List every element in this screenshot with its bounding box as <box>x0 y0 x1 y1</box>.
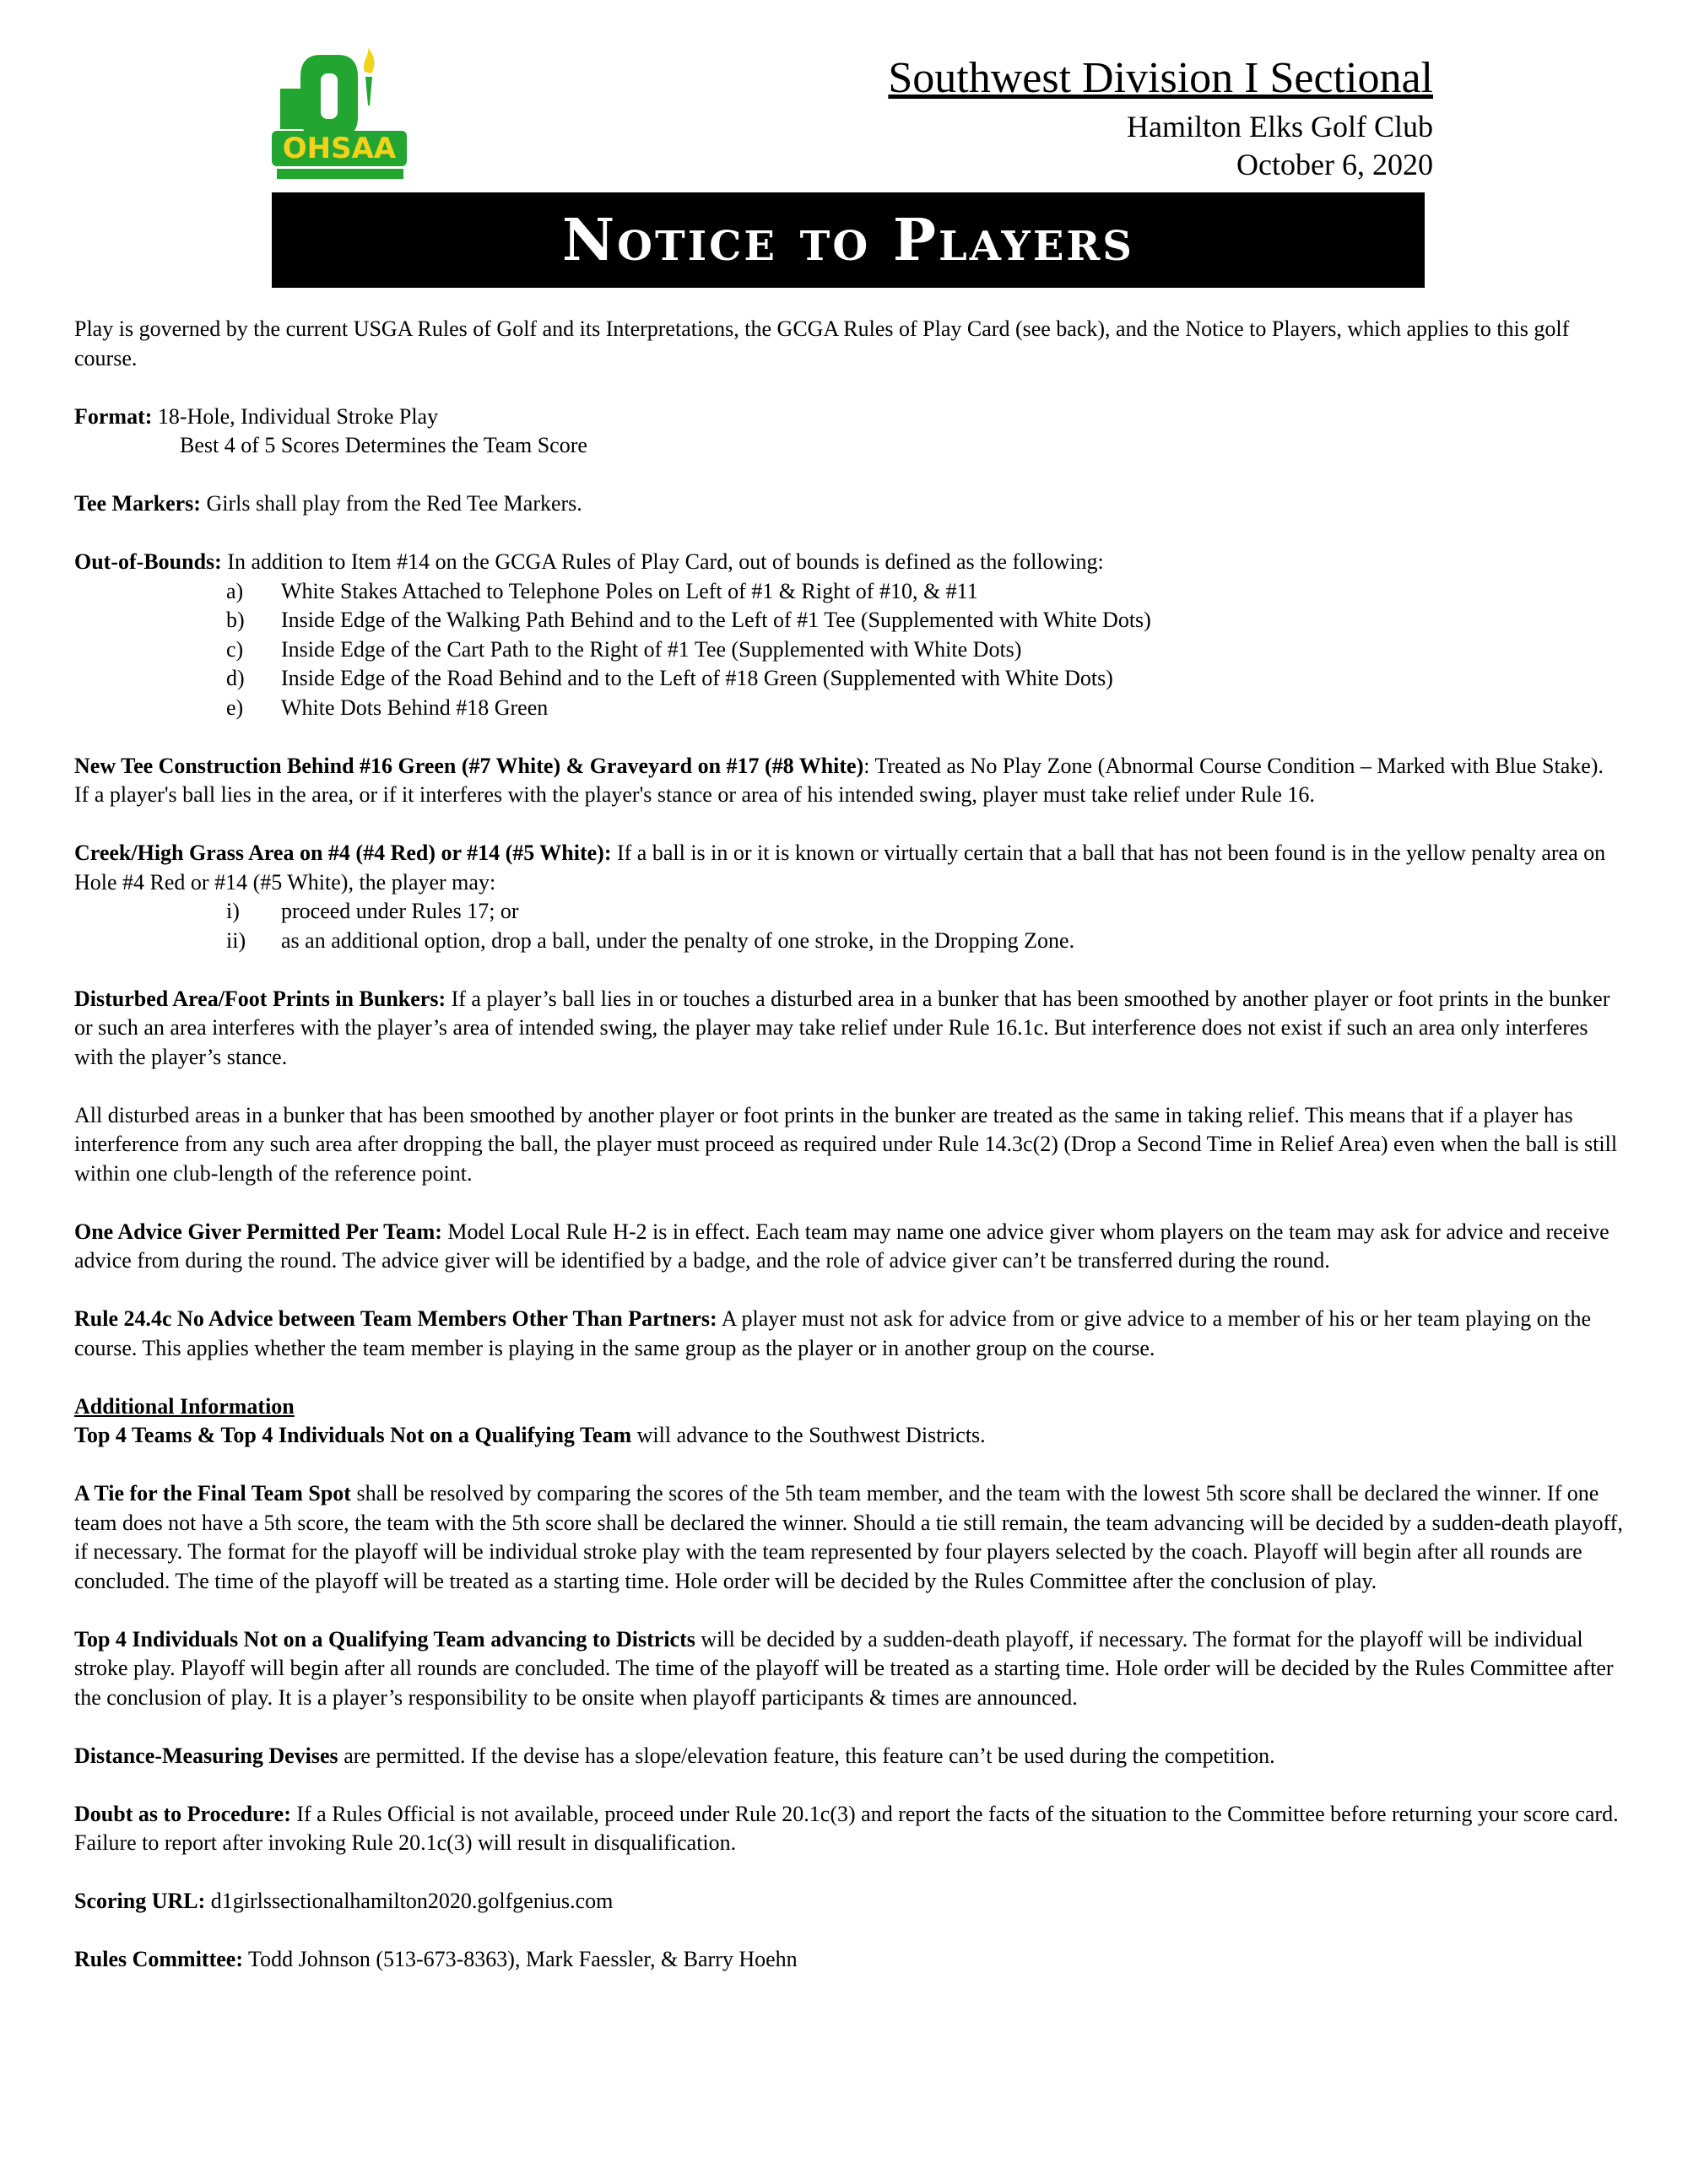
committee-label: Rules Committee: <box>74 1947 243 1971</box>
svg-text:OHSAA: OHSAA <box>282 132 397 165</box>
list-item <box>74 694 1623 723</box>
list-text: as an additional option, drop a ball, under the penalty of one stroke, in the Dropping Zone. <box>281 927 1075 953</box>
list-text: Inside Edge of the Walking Path Behind and to the Left of #1 Tee (Supplemented with White Dots) <box>281 608 1151 632</box>
rule-24-label: Rule 24.4c No Advice between Team Members Other Than Partners: <box>74 1306 717 1331</box>
list-marker: e) <box>226 695 244 720</box>
scoring-section <box>74 1887 1623 1916</box>
event-title: Southwest Division I Sectional <box>888 54 1433 102</box>
list-text: proceed under Rules 17; or <box>281 899 519 923</box>
doubt-section <box>74 1800 1623 1858</box>
notice-body <box>74 315 1623 2003</box>
distance-label: Distance-Measuring Devises <box>74 1743 338 1768</box>
oob-section <box>74 548 1623 577</box>
list-item <box>74 897 1623 927</box>
list-marker: c) <box>226 636 244 662</box>
bunker-section <box>74 985 1623 1073</box>
advance-label: Top 4 Teams & Top 4 Individuals Not on a Qualifying Team <box>74 1423 632 1447</box>
list-marker: d) <box>226 666 245 690</box>
creek-text: If a ball is in or it is known or virtually certain that a ball that has not been found is in the yellow penalty area on Hole #4 Red or #14 (#5 White), the player may: <box>74 841 1606 895</box>
oob-label: Out-of-Bounds: <box>74 549 222 574</box>
tie-label: A Tie for the Final Team Spot <box>74 1481 351 1506</box>
banner-title: Notice to Players <box>562 206 1134 274</box>
distance-section <box>74 1742 1623 1771</box>
list-item <box>74 664 1623 694</box>
oob-list <box>74 577 1623 723</box>
doubt-text: If a Rules Official is not available, proceed under Rule 20.1c(3) and report the facts of the situation to the Committee before returning your score card. Failure to report after invoking Rule 20.1c(3) will result in disqualification. <box>74 1801 1619 1855</box>
rule-24-text: A player must not ask for advice from or give advice to a member of his or her team playing on the course. This applies whether the team member is playing in the same group as the player or in another group on the course. <box>74 1306 1591 1360</box>
tee-section <box>74 489 1623 519</box>
bunker-text: If a player’s ball lies in or touches a disturbed area in a bunker that has been smoothed by another player or foot prints in the bunker or such an area interferes with the player’s area of intended swing, the player may take relief under Rule 16.1c. But interference does not exist if such an area only interferes with the player’s stance. <box>74 986 1610 1069</box>
list-item <box>74 927 1623 956</box>
notice-banner <box>272 192 1425 288</box>
venue: Hamilton Elks Golf Club <box>1127 110 1433 143</box>
doubt-label: Doubt as to Procedure: <box>74 1801 291 1826</box>
creek-list <box>74 897 1623 955</box>
header <box>888 49 1433 184</box>
committee-text: Todd Johnson (513-673-8363), Mark Faessler, & Barry Hoehn <box>243 1947 798 1971</box>
rule-24-section <box>74 1305 1623 1363</box>
creek-label: Creek/High Grass Area on #4 (#4 Red) or #14 (#5 White): <box>74 841 612 865</box>
list-marker: a) <box>226 578 244 603</box>
individuals-text: will be decided by a sudden-death playoff, if necessary. The format for the playoff will be individual stroke play. Playoff will begin after all rounds are concluded. The time of the playoff will be treated as a starting time. Hole order will be decided by the Rules Committee after the conclusion of play. It is a player’s responsibility to be onsite when playoff participants & times are announced. <box>74 1626 1614 1710</box>
list-text: Inside Edge of the Cart Path to the Right of #1 Tee (Supplemented with White Dots) <box>281 636 1022 662</box>
list-item <box>74 635 1623 665</box>
format-line2: Best 4 of 5 Scores Determines the Team Score <box>180 433 587 457</box>
advice-label: One Advice Giver Permitted Per Team: <box>74 1219 442 1244</box>
scoring-label: Scoring URL: <box>74 1889 206 1913</box>
list-marker: i) <box>226 899 240 923</box>
ohsaa-logo <box>270 46 409 186</box>
format-section <box>74 403 1623 432</box>
advance-text: will advance to the Southwest Districts. <box>631 1423 986 1447</box>
list-text: Inside Edge of the Road Behind and to the Left of #18 Green (Supplemented with White Dots) <box>281 666 1113 690</box>
committee-section <box>74 1945 1623 1975</box>
individuals-section <box>74 1625 1623 1713</box>
scoring-url: d1girlssectionalhamilton2020.golfgenius.com <box>205 1889 614 1913</box>
advice-section <box>74 1218 1623 1276</box>
format-label: Format: <box>74 403 153 429</box>
list-text: White Stakes Attached to Telephone Poles on Left of #1 & Right of #10, & #11 <box>281 578 978 603</box>
list-item <box>74 577 1623 607</box>
oob-text: In addition to Item #14 on the GCGA Rules of Play Card, out of bounds is defined as the following: <box>221 549 1104 574</box>
bunker-relief-paragraph: All disturbed areas in a bunker that has been smoothed by another player or foot prints in the bunker are treated as the same in taking relief. This means that if a player has interference from any such area after dropping the ball, the player must proceed as required under Rule 14.3c(2) (Drop a Second Time in Relief Area) even when the ball is still within one club-length of the reference point. <box>74 1102 1618 1186</box>
advice-text: Model Local Rule H-2 is in effect. Each team may name one advice giver whom players on the team may ask for advice and receive advice from during the round. The advice giver will be identified by a badge, and the role of advice giver can’t be transferred during the round. <box>74 1219 1610 1273</box>
additional-heading <box>74 1392 1623 1422</box>
list-marker: b) <box>226 608 245 632</box>
individuals-label: Top 4 Individuals Not on a Qualifying Team advancing to Districts <box>74 1626 695 1652</box>
intro-paragraph: Play is governed by the current USGA Rules of Golf and its Interpretations, the GCGA Rules of Play Card (see back), and the Notice to Players, which applies to this golf course. <box>74 316 1570 370</box>
tie-text: shall be resolved by comparing the scores of the 5th team member, and the team with the lowest 5th score shall be declared the winner. If one team does not have a 5th score, the team with the 5th score shall be declared the winner. Should a tie still remain, the team advancing will be decided by a sudden-death playoff, if necessary. The format for the playoff will be individual stroke play with the team represented by four players selected by the coach. Playoff will begin after all rounds are concluded. The time of the playoff will be treated as a starting time. Hole order will be decided by the Rules Committee after the conclusion of play. <box>74 1481 1623 1593</box>
additional-heading-text: Additional Information <box>74 1393 295 1419</box>
advance-section <box>74 1421 1623 1451</box>
tee-text: Girls shall play from the Red Tee Markers. <box>200 491 582 516</box>
format-line1: 18-Hole, Individual Stroke Play <box>152 403 439 429</box>
list-item <box>74 606 1623 635</box>
creek-section <box>74 839 1623 897</box>
tie-section <box>74 1479 1623 1596</box>
tee-label: Tee Markers: <box>74 491 201 516</box>
new-tee-label: New Tee Construction Behind #16 Green (#7 White) & Graveyard on #17 (#8 White) <box>74 753 864 778</box>
new-tee-section <box>74 752 1623 810</box>
list-text: White Dots Behind #18 Green <box>281 695 549 720</box>
bunker-label: Disturbed Area/Foot Prints in Bunkers: <box>74 986 446 1011</box>
event-date: October 6, 2020 <box>1236 148 1433 181</box>
list-marker: ii) <box>226 927 246 953</box>
distance-text: are permitted. If the devise has a slope/elevation feature, this feature can’t be used during the competition. <box>338 1743 1275 1768</box>
new-tee-text: : Treated as No Play Zone (Abnormal Course Condition – Marked with Blue Stake). If a player's ball lies in the area, or if it interferes with the player's stance or area of his intended swing, player must take relief under Rule 16. <box>74 753 1604 807</box>
